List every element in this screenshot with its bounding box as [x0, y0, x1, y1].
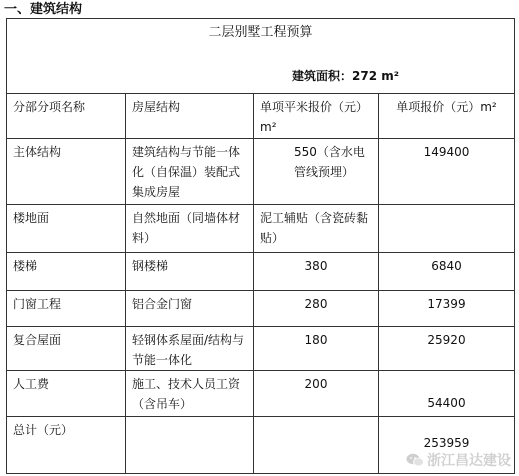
row-structure: 轻钢体系屋面/结构与节能一体化: [126, 327, 254, 371]
row-total: 54400: [379, 371, 515, 417]
row-unit-price: 200: [254, 371, 379, 417]
row-unit-price: 380: [254, 253, 379, 291]
table-row: [7, 371, 515, 417]
table-row: [7, 253, 515, 291]
row-name: 主体结构: [7, 139, 126, 205]
row-unit-price: 泥工辅贴（含瓷砖黏贴）: [254, 205, 379, 253]
row-total: 17399: [379, 291, 515, 327]
table-row: [7, 327, 515, 371]
row-unit-price: 550（含水电管线预埋）: [254, 139, 379, 205]
table-title: 二层别墅工程预算: [208, 25, 313, 40]
row-structure: 建筑结构与节能一体化（自保温）装配式集成房屋: [126, 139, 254, 205]
row-name: 复合屋面: [7, 327, 126, 371]
row-structure: 铝合金门窗: [126, 291, 254, 327]
row-total: 149400: [379, 139, 515, 205]
row-name: 门窗工程: [7, 291, 126, 327]
table-row: [7, 417, 515, 474]
section-title: 一、建筑结构: [4, 2, 83, 17]
row-name: 总计（元）: [7, 417, 126, 474]
header-structure: 房屋结构: [126, 94, 254, 139]
row-name: 人工费: [7, 371, 126, 417]
table-row: [7, 139, 515, 205]
row-name: 楼梯: [7, 253, 126, 291]
header-name: 分部分项名称: [7, 94, 126, 139]
row-name: 楼地面: [7, 205, 126, 253]
row-total: [379, 205, 515, 253]
row-structure: 钢楼梯: [126, 253, 254, 291]
table-row: [7, 291, 515, 327]
row-total: 253959: [379, 417, 515, 474]
header-row: [7, 94, 515, 139]
table-title-cell: [7, 19, 515, 94]
row-unit-price: 180: [254, 327, 379, 371]
table-title-row: [7, 19, 515, 94]
table-row: [7, 205, 515, 253]
row-structure: 自然地面（同墙体材料）: [126, 205, 254, 253]
row-structure: 施工、技术人员工资（含吊车）: [126, 371, 254, 417]
row-unit-price: [254, 417, 379, 474]
budget-table: [6, 18, 515, 474]
row-total: 6840: [379, 253, 515, 291]
row-structure: [126, 417, 254, 474]
building-area: 建筑面积：272 m²: [292, 69, 399, 83]
header-unit-price: 单项平米报价（元）m²: [254, 94, 379, 139]
header-total: 单项报价（元）m²: [379, 94, 515, 139]
row-unit-price: 280: [254, 291, 379, 327]
row-total: 25920: [379, 327, 515, 371]
watermark-text: 浙江昌达建设: [427, 453, 511, 469]
